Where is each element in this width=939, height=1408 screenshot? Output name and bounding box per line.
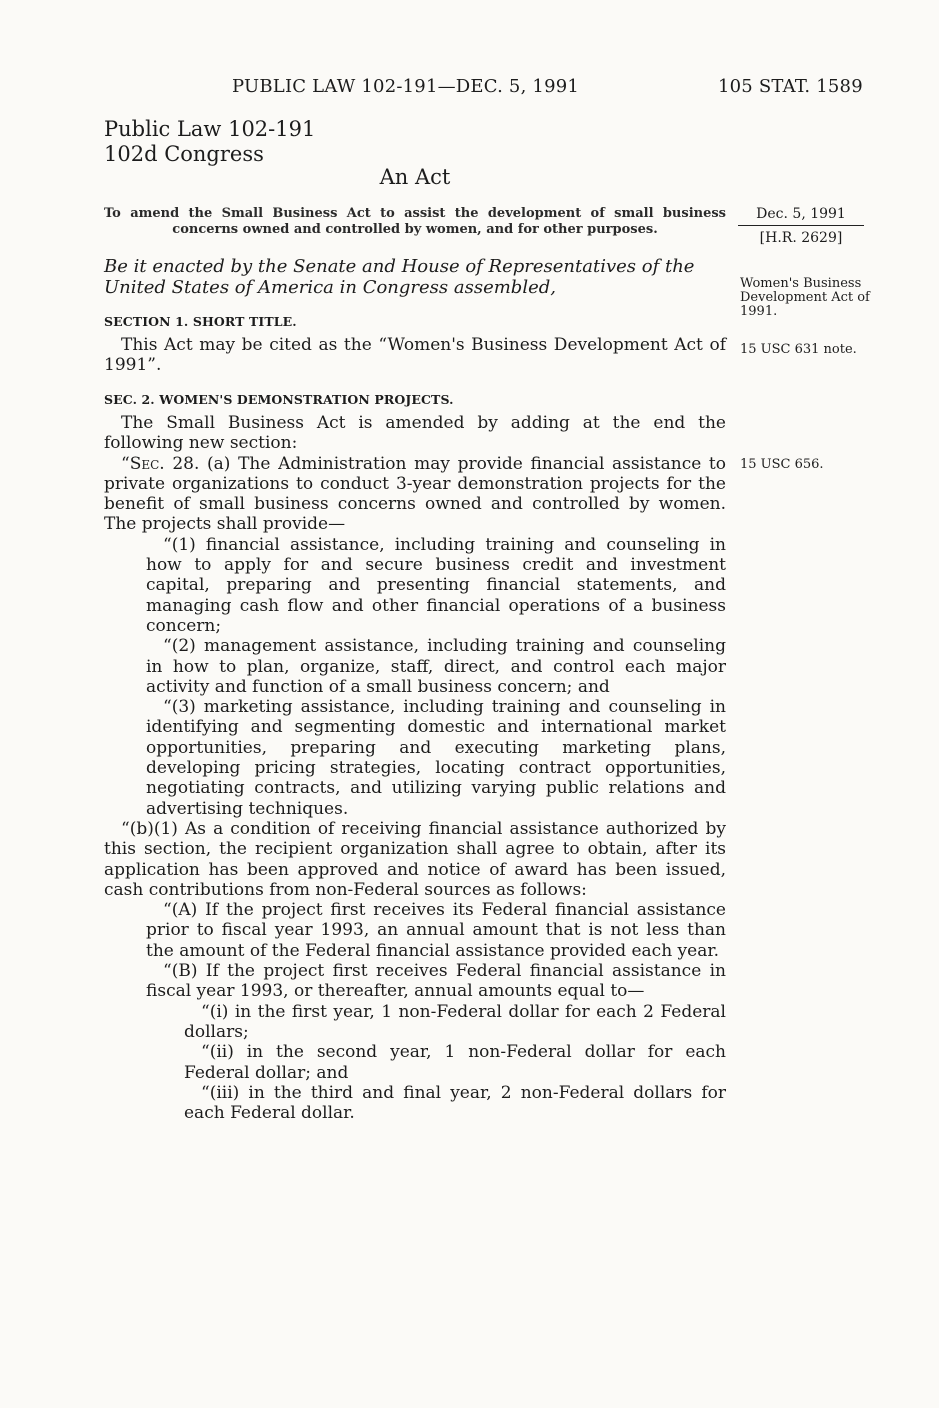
act-heading: An Act [379, 165, 451, 189]
section-1-text: This Act may be cited as the “Women's Business Development Act of 1991”. [104, 335, 726, 376]
bill-number: [H.R. 2629] [759, 230, 843, 246]
sec-28-subsection-a [104, 454, 726, 535]
enacting-clause: Be it enacted by the Senate and House of Representatives of the United States of America in Congress assembled, [104, 256, 695, 298]
section-2-intro: The Small Business Act is amended by adding at the end the following new section: [104, 413, 726, 454]
paragraph-2: “(2) management assistance, including training and counseling in how to plan, organize, staff, direct, and control each major activity and function of a small business concern; and [146, 636, 726, 697]
subparagraph-B: “(B) If the project first receives Federal financial assistance in fiscal year 1993, or thereafter, annual amounts equal to— [146, 961, 726, 1002]
paragraph-3: “(3) marketing assistance, including training and counseling in identifying and segmenting domestic and international market opportunities, preparing and executing marketing plans, developing pricing strategies, locating contract opportunities, negotiating contracts, and utilizing varying public relations and advertising techniques. [146, 697, 726, 819]
section-1-heading: SECTION 1. SHORT TITLE. [104, 314, 297, 329]
purpose-line-2: concerns owned and controlled by women, and for other purposes. [172, 222, 658, 237]
enactment-date-box [738, 206, 864, 246]
section-2-body [104, 413, 726, 1123]
clause-ii: “(ii) in the second year, 1 non-Federal dollar for each Federal dollar; and [184, 1042, 726, 1083]
act-purpose [104, 206, 726, 238]
congress-label: 102d Congress [104, 142, 264, 166]
enactment-date: Dec. 5, 1991 [738, 206, 864, 226]
subparagraph-A: “(A) If the project first receives its Federal financial assistance prior to fiscal year 1993, an annual amount that is not less than the amount of the Federal financial assistance provided each year. [146, 900, 726, 961]
sec-28-a-text: . 28. (a) The Administration may provide financial assistance to private organizations to conduct 3-year demonstration projects for the benefit of small business concerns owned and controlled by women. The projects shall provide— [104, 453, 726, 535]
purpose-line-1: To amend the Small Business Act to assist the development of small business [104, 206, 726, 221]
section-2-heading: SEC. 2. WOMEN'S DEMONSTRATION PROJECTS. [104, 392, 454, 407]
margin-note-usc-631: 15 USC 631 note. [740, 342, 857, 357]
paragraph-1: “(1) financial assistance, including training and counseling in how to apply for and secure business credit and investment capital, preparing and presenting financial statements, and managing cash flow and other financial operations of a business concern; [146, 534, 726, 636]
subsection-b-1: “(b)(1) As a condition of receiving financial assistance authorized by this section, the recipient organization shall agree to obtain, after its application has been approved and notice of award has been issued, cash contributions from non-Federal sources as follows: [104, 818, 726, 900]
sec-28-label: Sec [129, 453, 160, 474]
sec-28-open-quote: “ [121, 453, 130, 474]
clause-iii: “(iii) in the third and final year, 2 non-Federal dollars for each Federal dollar. [184, 1082, 726, 1124]
margin-note-usc-656: 15 USC 656. [740, 457, 824, 472]
running-header-title: PUBLIC LAW 102-191—DEC. 5, 1991 [232, 76, 580, 97]
public-law-number: Public Law 102-191 [104, 117, 316, 141]
stat-page-number: 105 STAT. 1589 [718, 76, 863, 97]
clause-i: “(i) in the first year, 1 non-Federal dollar for each 2 Federal dollars; [184, 1001, 726, 1042]
margin-note-short-title: Women's Business Development Act of 1991. [740, 276, 870, 319]
